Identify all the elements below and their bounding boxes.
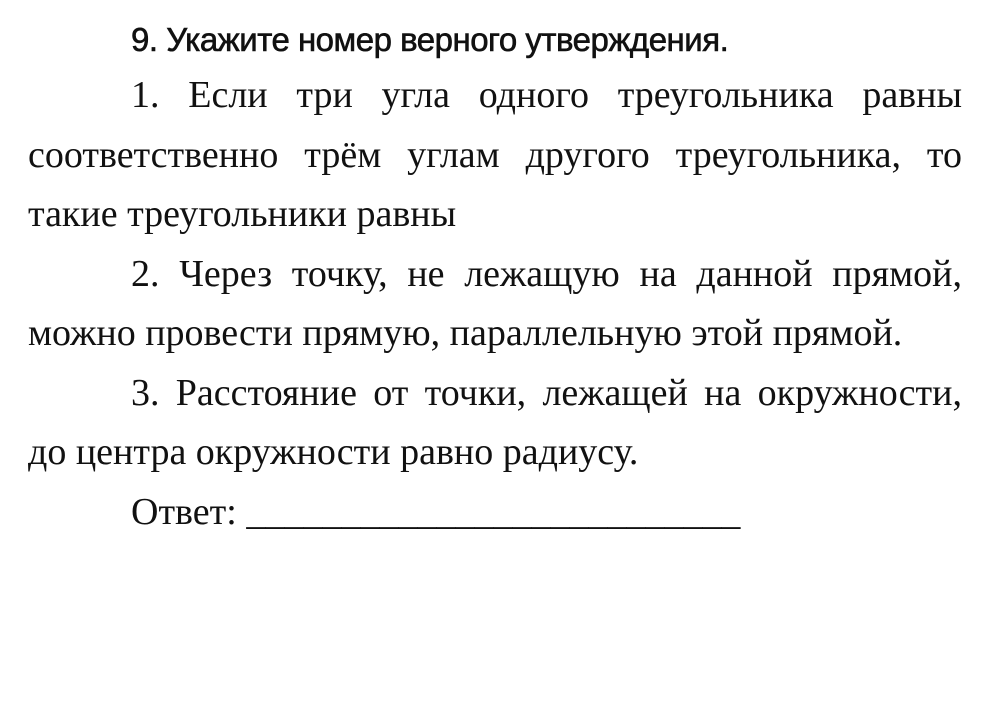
answer-label: Ответ: <box>131 490 247 533</box>
answer-blank[interactable]: __________________________ <box>246 490 741 533</box>
question-title: 9. Укажите номер верного утверждения. <box>131 21 729 58</box>
statement-1: 1. Если три угла одного треугольника равны соответственно трём углам другого треугольника, то такие треугольники равны <box>28 74 962 235</box>
worksheet-page <box>28 14 962 542</box>
statement-2: 2. Через точку, не лежащую на данной прямой, можно провести прямую, параллельную этой прямой. <box>28 252 962 354</box>
statement-3: 3. Расстояние от точки, лежащей на окружности, до центра окружности равно радиусу. <box>28 371 962 473</box>
answer-line <box>28 483 962 543</box>
